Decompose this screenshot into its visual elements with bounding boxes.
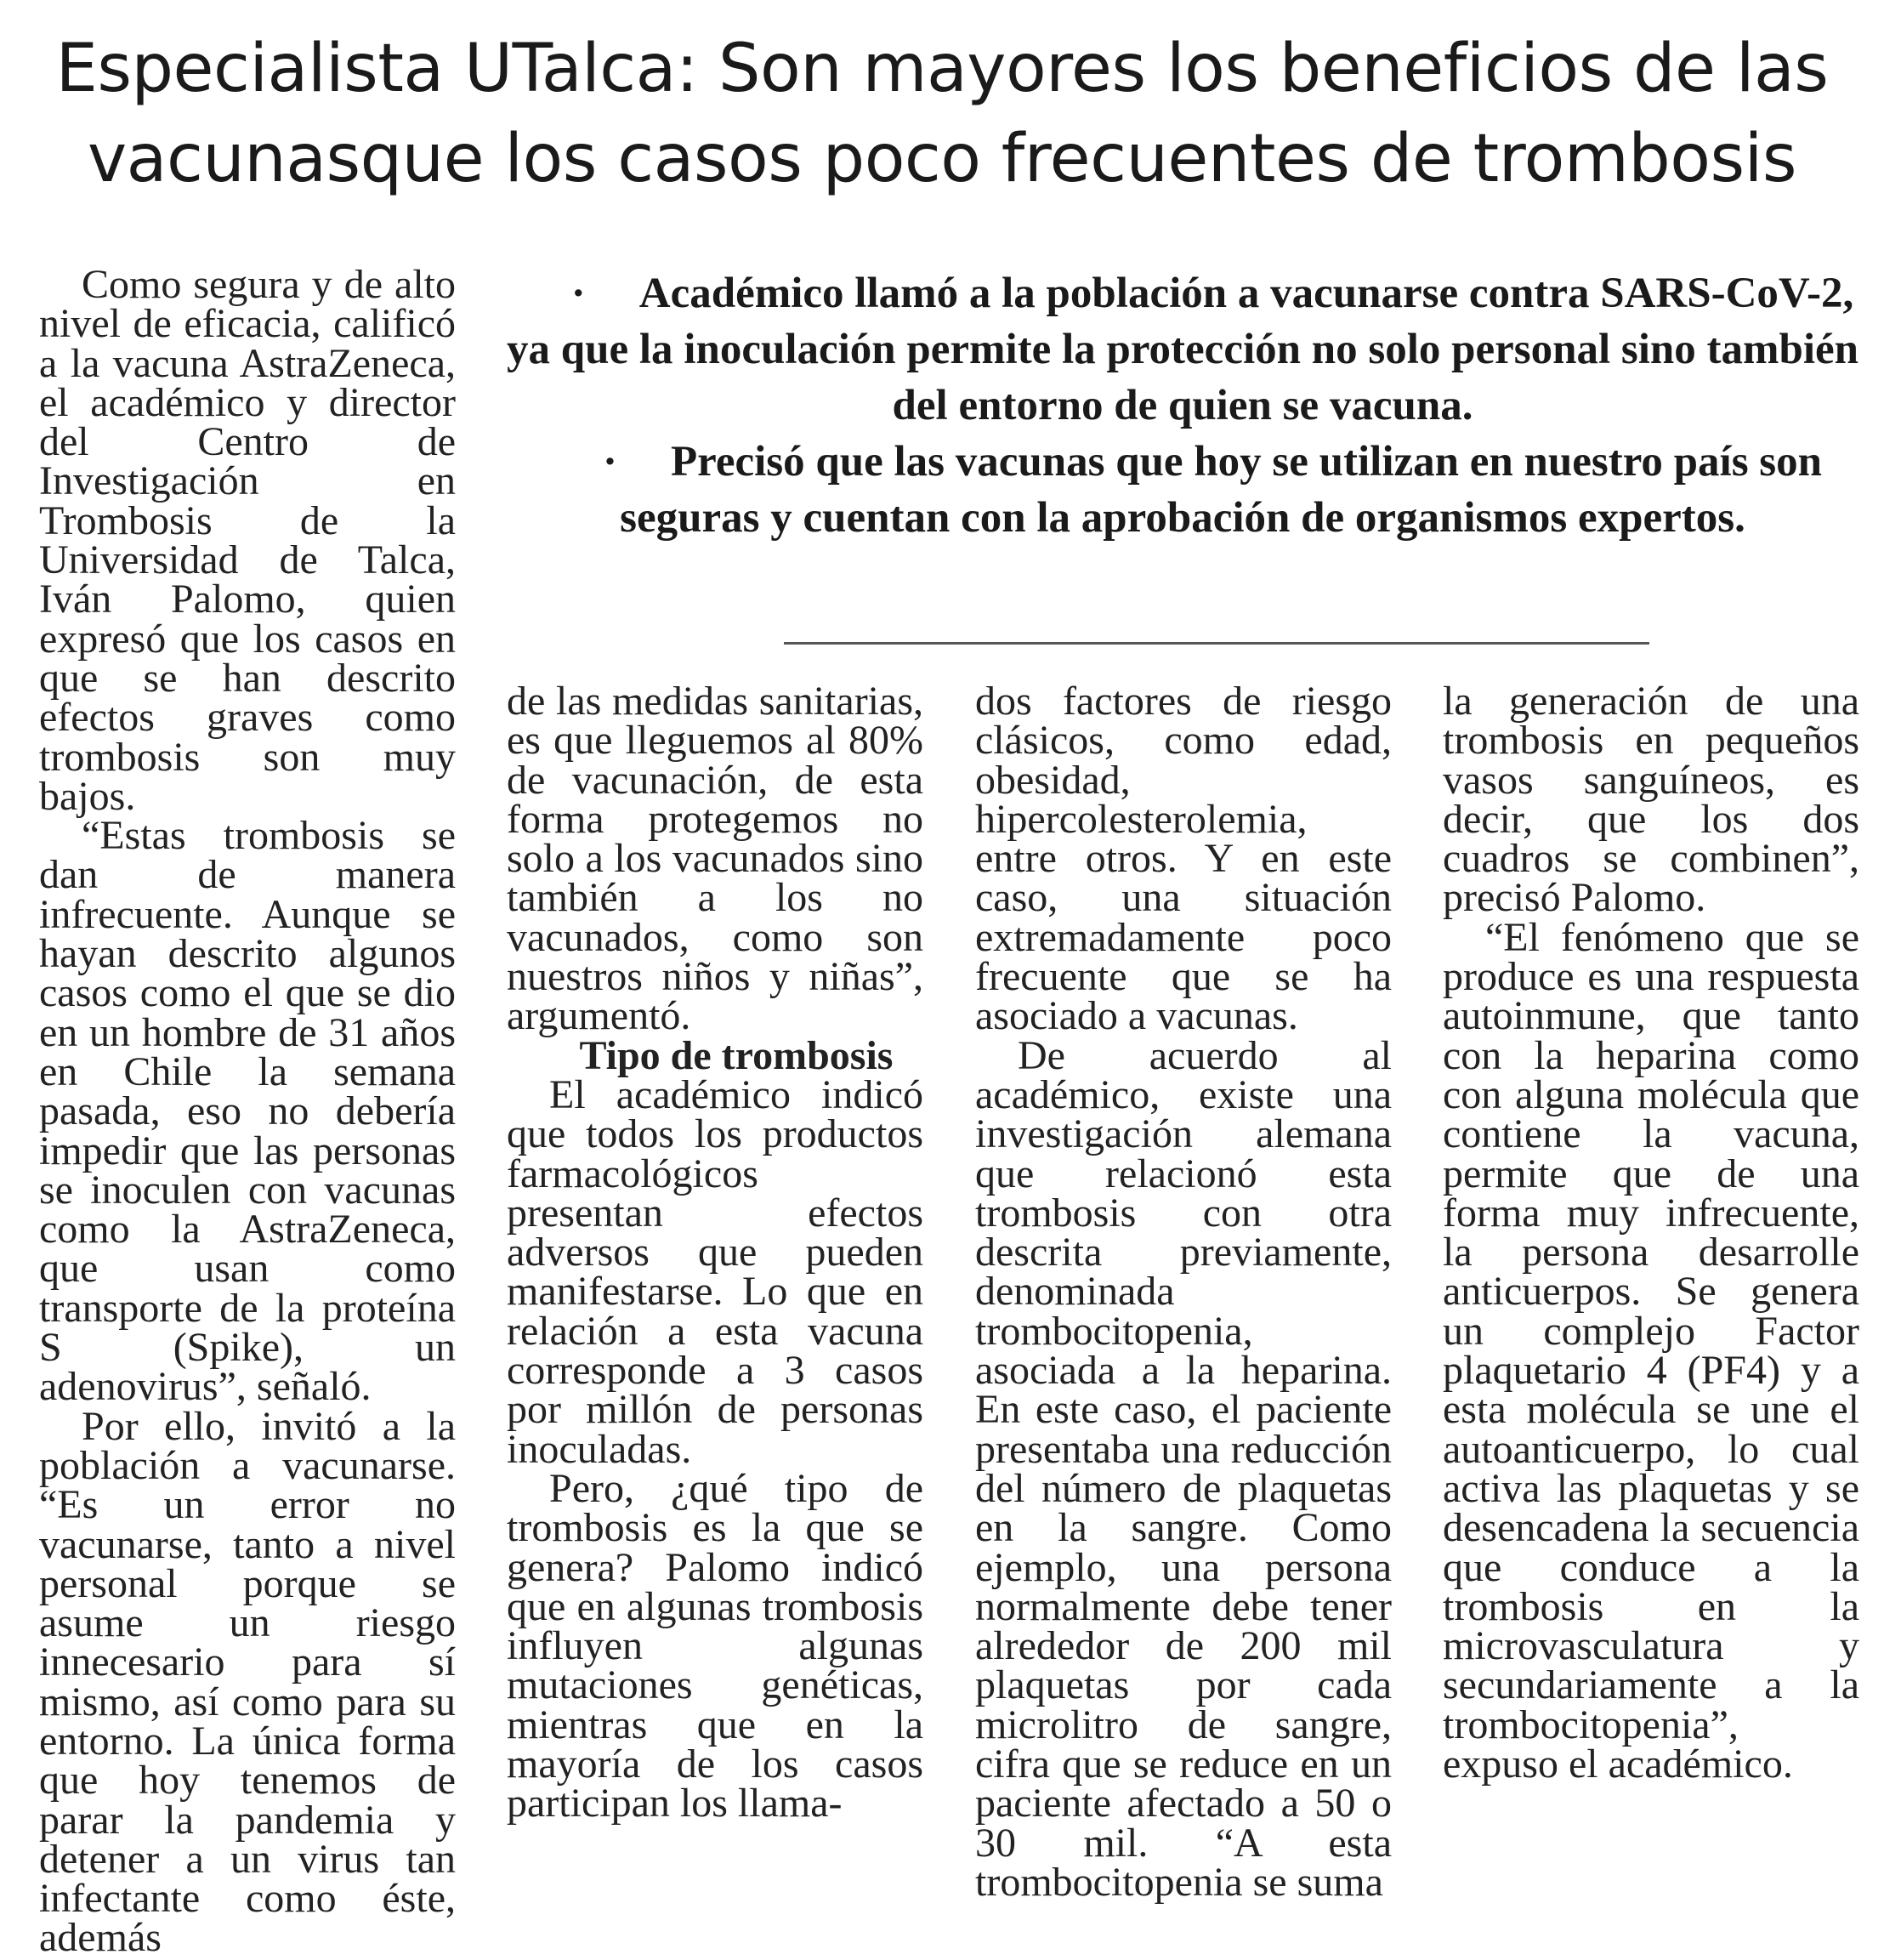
article-column-4 — [1443, 679, 1859, 1787]
article-column-2 — [507, 679, 923, 1826]
headline-line-1: Especialista UTalca: Son mayores los beneficios de las — [55, 31, 1829, 107]
deck-item-1-text: Académico llamó a la población a vacunarse contra SARS-CoV-2, ya que la inoculación permite la protección no solo personal sino también del entorno de quien se vacuna. — [507, 270, 1859, 429]
paragraph: de las medidas sanitarias, es que lleguemos al 80% de vacunación, de esta forma protegemos no solo a los vacunados sino también a los no vacunados, como son nuestros niños y niñas”, argumentó. — [507, 679, 923, 1039]
paragraph: “Estas trombosis se dan de manera infrecuente. Aunque se hayan descrito algunos casos como el que se dio en un hombre de 31 años en Chile la semana pasada, eso no debería impedir que las personas se inoculen con vacunas como la AstraZeneca, que usan como transporte de la proteína S (Spike), un adenovirus”, señaló. — [39, 813, 456, 1410]
paragraph: dos factores de riesgo clásicos, como edad, obesidad, hipercolesterolemia, entre otros. Y en este caso, una situación extremadamente poco frecuente que se ha asociado a vacunas. — [975, 679, 1392, 1039]
bullet-icon: · — [602, 438, 617, 486]
deck-summary — [507, 265, 1858, 546]
deck-item-1 — [507, 265, 1858, 434]
paragraph: “El fenómeno que se produce es una respuesta autoinmune, que tanto con la heparina como con alguna molécula que contiene la vacuna, permite que de una forma muy infrecuente, la persona desarrolle anticuerpos. Se genera un complejo Factor plaquetario 4 (PF4) y a esta molécula se une el autoanticuerpo, lo cual activa las plaquetas y se desencadena la secuencia que conduce a la trombosis en la microvasculatura y secundariamente a la trombocitopenia”, expuso el académico. — [1443, 914, 1859, 1787]
section-subhead: Tipo de trombosis — [579, 1032, 894, 1078]
paragraph: El académico indicó que todos los productos farmacológicos presentan efectos adversos que pueden manifestarse. Lo que en relación a esta vacuna corresponde a 3 casos por millón de personas inoculadas. — [507, 1071, 923, 1472]
divider-rule — [784, 642, 1649, 645]
deck-item-2-text: Precisó que las vacunas que hoy se utilizan en nuestro país son seguras y cuentan con la aprobación de organismos expertos. — [620, 438, 1823, 542]
paragraph: Por ello, invitó a la población a vacunarse. “Es un error no vacunarse, tanto a nivel personal porque se asume un riesgo innecesario para sí mismo, así como para su entorno. La única forma que hoy tenemos de parar la pandemia y detener a un virus tan infectante como éste, además — [39, 1403, 456, 1960]
paragraph: De acuerdo al académico, existe una investigación alemana que relacionó esta trombosis con otra descrita previamente, denominada trombocitopenia, asociada a la heparina. En este caso, el paciente presentaba una reducción del número de plaquetas en la sangre. Como ejemplo, una persona normalmente debe tener alrededor de 200 mil plaquetas por cada microlitro de sangre, cifra que se reduce en un paciente afectado a 50 o 30 mil. “A esta trombocitopenia se suma — [975, 1032, 1392, 1905]
deck-item-2 — [507, 434, 1858, 546]
headline — [34, 24, 1850, 204]
bullet-icon: · — [570, 270, 586, 317]
article-column-1 — [39, 262, 456, 1960]
paragraph: Como segura y de alto nivel de eficacia, calificó a la vacuna AstraZeneca, el académico y director del Centro de Investigación en Trombosis de la Universidad de Talca, Iván Palomo, quien expresó que los casos en que se han descrito efectos graves como trombosis son muy bajos. — [39, 262, 456, 819]
paragraph: Pero, ¿qué tipo de trombosis es la que se genera? Palomo indicó que en algunas trombosis influyen algunas mutaciones genéticas, mientras que en la mayoría de los casos participan los llama- — [507, 1465, 923, 1826]
paragraph: la generación de una trombosis en pequeños vasos sanguíneos, es decir, que los dos cuadros se combinen”, precisó Palomo. — [1443, 679, 1859, 921]
article-column-3 — [975, 679, 1392, 1905]
headline-line-2: vacunasque los casos poco frecuentes de trombosis — [88, 121, 1796, 197]
